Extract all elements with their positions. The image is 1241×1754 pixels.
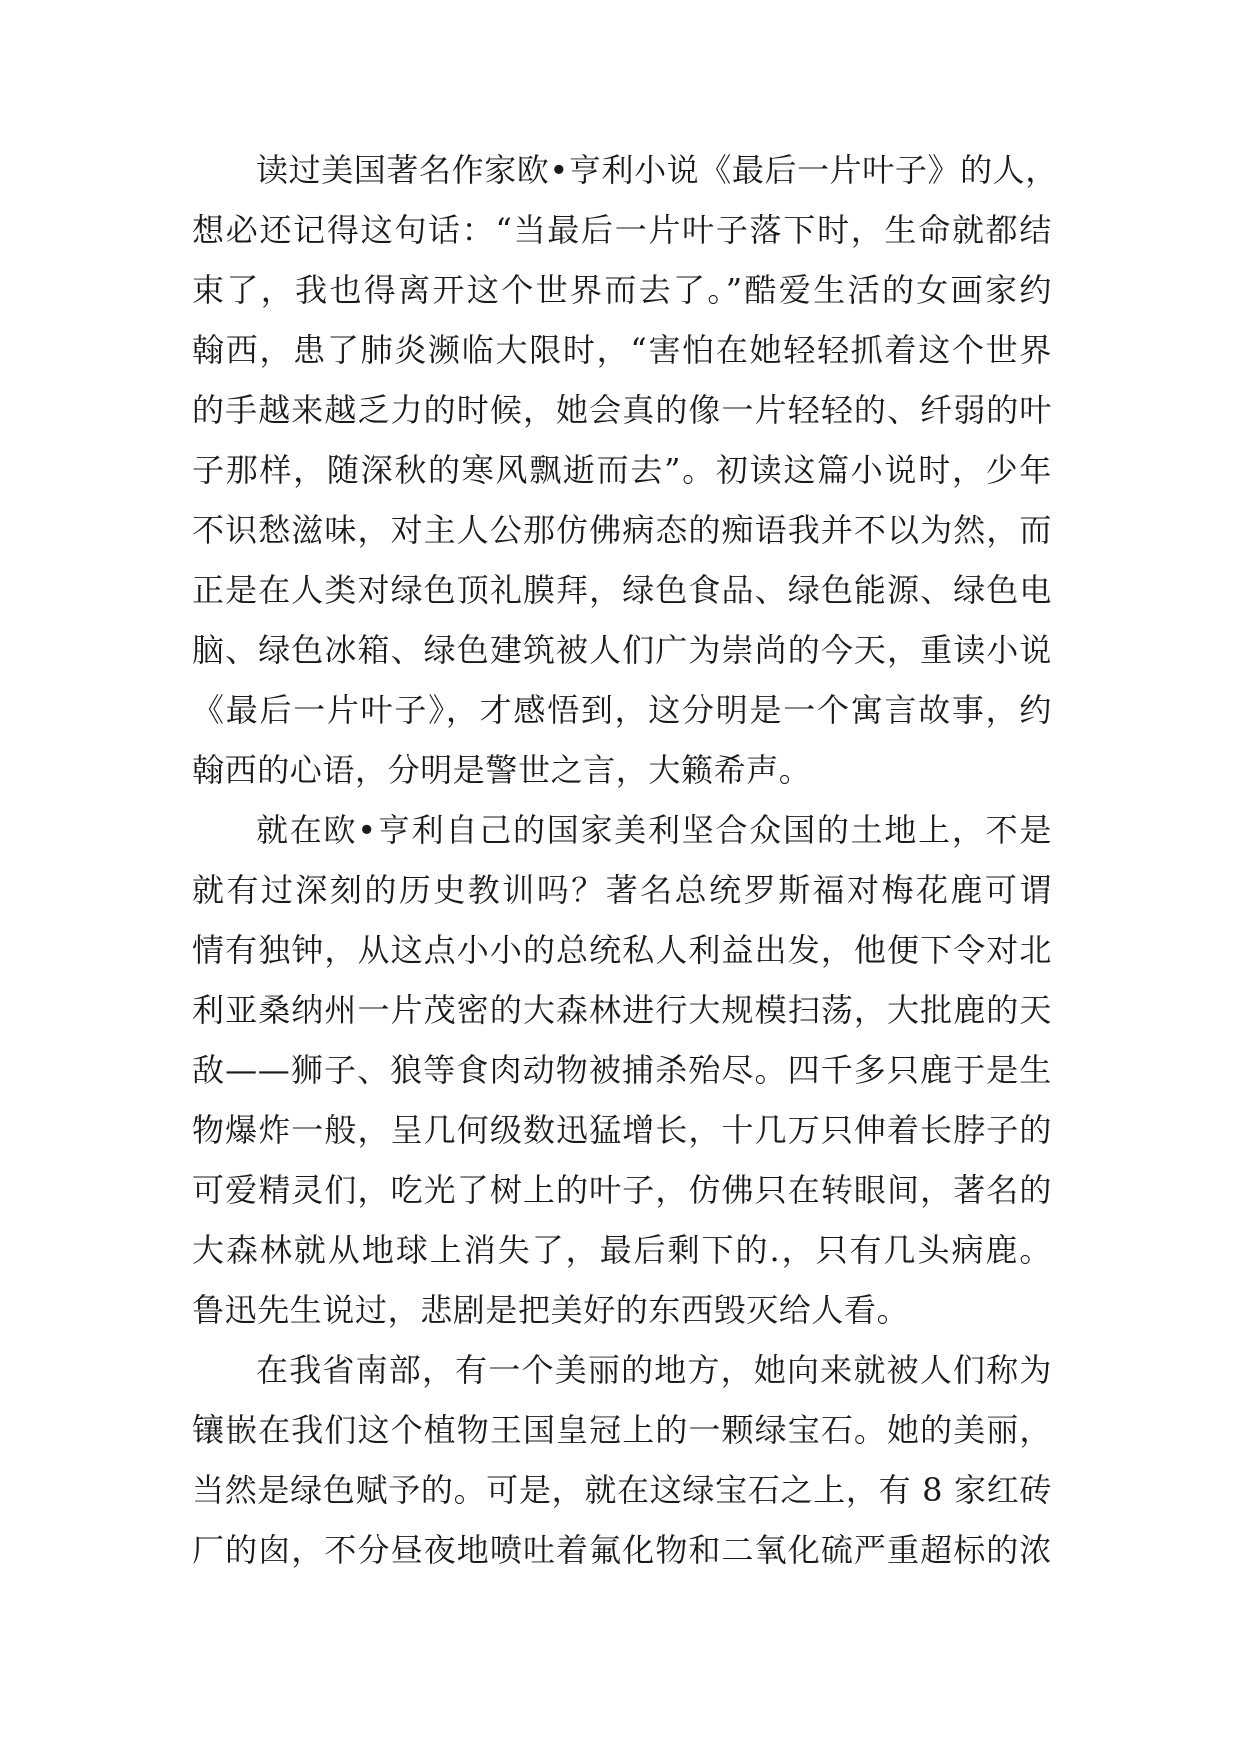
paragraph-line: 《最后一片叶子》，才感悟到，这分明是一个寓言故事，约	[192, 691, 1052, 729]
paragraph-line: 当然是绿色赋予的。可是，就在这绿宝石之上，有 8 家红砖	[192, 1471, 1052, 1509]
paragraph-line: 可爱精灵们，吃光了树上的叶子，仿佛只在转眼间，著名的	[192, 1171, 1052, 1209]
paragraph-line: 就有过深刻的历史教训吗？著名总统罗斯福对梅花鹿可谓	[192, 871, 1052, 909]
paragraph-line: 子那样，随深秋的寒风飘逝而去”。初读这篇小说时，少年	[192, 451, 1052, 489]
paragraph-line: 正是在人类对绿色顶礼膜拜，绿色食品、绿色能源、绿色电	[192, 571, 1052, 609]
paragraph-line: 在我省南部，有一个美丽的地方，她向来就被人们称为	[256, 1351, 1052, 1389]
paragraph-line: 束了，我也得离开这个世界而去了。”酷爱生活的女画家约	[192, 271, 1052, 309]
paragraph-line: 利亚桑纳州一片茂密的大森林进行大规模扫荡，大批鹿的天	[192, 991, 1052, 1029]
paragraph-line: 厂的囱，不分昼夜地喷吐着氟化物和二氧化硫严重超标的浓	[192, 1531, 1052, 1569]
paragraph-line: 翰西，患了肺炎濒临大限时，“害怕在她轻轻抓着这个世界	[192, 331, 1052, 369]
paragraph-line: 的手越来越乏力的时候，她会真的像一片轻轻的、纤弱的叶	[192, 391, 1052, 429]
paragraph-line: 鲁迅先生说过，悲剧是把美好的东西毁灭给人看。	[192, 1291, 910, 1329]
paragraph-line: 想必还记得这句话：“当最后一片叶子落下时，生命就都结	[192, 211, 1052, 249]
paragraph-line: 物爆炸一般，呈几何级数迅猛增长，十几万只伸着长脖子的	[192, 1111, 1052, 1149]
paragraph-line: 读过美国著名作家欧•亨利小说《最后一片叶子》的人，	[256, 151, 1058, 189]
paragraph-line: 不识愁滋味，对主人公那仿佛病态的痴语我并不以为然，而	[192, 511, 1052, 549]
paragraph-line: 就在欧•亨利自己的国家美利坚合众国的土地上，不是	[256, 811, 1052, 849]
document-body	[192, 140, 1058, 1580]
paragraph-line: 大森林就从地球上消失了，最后剩下的.，只有几头病鹿。	[192, 1231, 1052, 1269]
paragraph-line: 翰西的心语，分明是警世之言，大籁希声。	[192, 751, 812, 789]
paragraph-line: 镶嵌在我们这个植物王国皇冠上的一颗绿宝石。她的美丽，	[192, 1411, 1052, 1449]
paragraph-line: 脑、绿色冰箱、绿色建筑被人们广为崇尚的今天，重读小说	[192, 631, 1052, 669]
paragraph-line: 情有独钟，从这点小小的总统私人利益出发，他便下令对北	[192, 931, 1052, 969]
paragraph-line: 敌——狮子、狼等食肉动物被捕杀殆尽。四千多只鹿于是生	[192, 1051, 1052, 1089]
